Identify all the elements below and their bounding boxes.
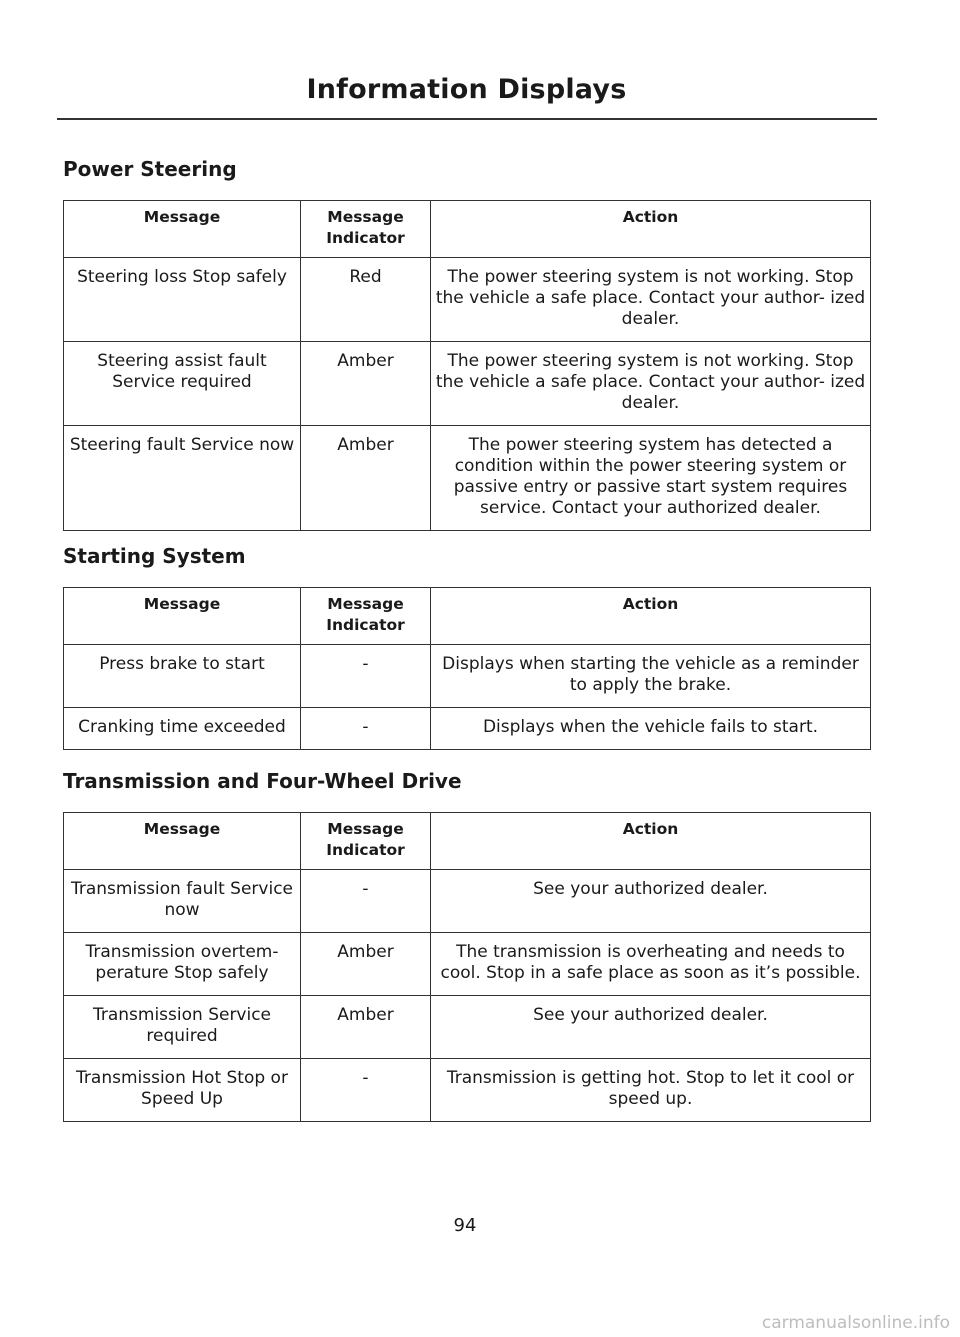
action-cell: Displays when starting the vehicle as a reminder to apply the brake. (431, 645, 871, 708)
column-header-message: Message (64, 813, 301, 870)
section-title-transmission: Transmission and Four-Wheel Drive (63, 769, 462, 793)
table-header-row (64, 201, 871, 258)
table-row (64, 1059, 871, 1122)
message-cell: Steering assist fault Service required (64, 342, 301, 426)
message-cell: Cranking time exceeded (64, 708, 301, 750)
action-cell: Transmission is getting hot. Stop to let it cool or speed up. (431, 1059, 871, 1122)
indicator-cell: - (301, 645, 431, 708)
table-row (64, 426, 871, 531)
message-cell: Steering loss Stop safely (64, 258, 301, 342)
table-row (64, 996, 871, 1059)
action-cell: The power steering system is not working. Stop the vehicle a safe place. Contact your author- ized dealer. (431, 258, 871, 342)
power-steering-table (63, 200, 871, 531)
message-cell: Transmission Service required (64, 996, 301, 1059)
header-divider (57, 118, 877, 120)
table-row (64, 258, 871, 342)
indicator-cell: - (301, 1059, 431, 1122)
section-title-starting-system: Starting System (63, 544, 246, 568)
page-header-title: Information Displays (306, 74, 627, 105)
message-cell: Transmission Hot Stop or Speed Up (64, 1059, 301, 1122)
column-header-indicator: Message Indicator (301, 813, 431, 870)
action-cell: The power steering system has detected a condition within the power steering system or passive entry or passive start system requires service. Contact your authorized dealer. (431, 426, 871, 531)
column-header-action: Action (431, 588, 871, 645)
column-header-message: Message (64, 201, 301, 258)
table-row (64, 342, 871, 426)
table-header-row (64, 588, 871, 645)
column-header-indicator: Message Indicator (301, 588, 431, 645)
action-cell: See your authorized dealer. (431, 870, 871, 933)
column-header-message: Message (64, 588, 301, 645)
action-cell: Displays when the vehicle fails to start. (431, 708, 871, 750)
column-header-indicator: Message Indicator (301, 201, 431, 258)
action-cell: The transmission is overheating and needs to cool. Stop in a safe place as soon as it’s possible. (431, 933, 871, 996)
watermark: carmanualsonline.info (761, 1313, 950, 1333)
indicator-cell: Amber (301, 426, 431, 531)
table-row (64, 645, 871, 708)
table-row (64, 708, 871, 750)
table-row (64, 933, 871, 996)
starting-system-table (63, 587, 871, 750)
message-cell: Press brake to start (64, 645, 301, 708)
indicator-cell: - (301, 870, 431, 933)
indicator-cell: Amber (301, 933, 431, 996)
column-header-action: Action (431, 201, 871, 258)
page-number: 94 (453, 1215, 477, 1236)
message-cell: Transmission fault Service now (64, 870, 301, 933)
message-cell: Steering fault Service now (64, 426, 301, 531)
transmission-table (63, 812, 871, 1122)
section-title-power-steering: Power Steering (63, 157, 237, 181)
action-cell: See your authorized dealer. (431, 996, 871, 1059)
table-header-row (64, 813, 871, 870)
message-cell: Transmission overtem- perature Stop safely (64, 933, 301, 996)
indicator-cell: - (301, 708, 431, 750)
indicator-cell: Amber (301, 996, 431, 1059)
table-row (64, 870, 871, 933)
indicator-cell: Amber (301, 342, 431, 426)
action-cell: The power steering system is not working. Stop the vehicle a safe place. Contact your author- ized dealer. (431, 342, 871, 426)
column-header-action: Action (431, 813, 871, 870)
indicator-cell: Red (301, 258, 431, 342)
